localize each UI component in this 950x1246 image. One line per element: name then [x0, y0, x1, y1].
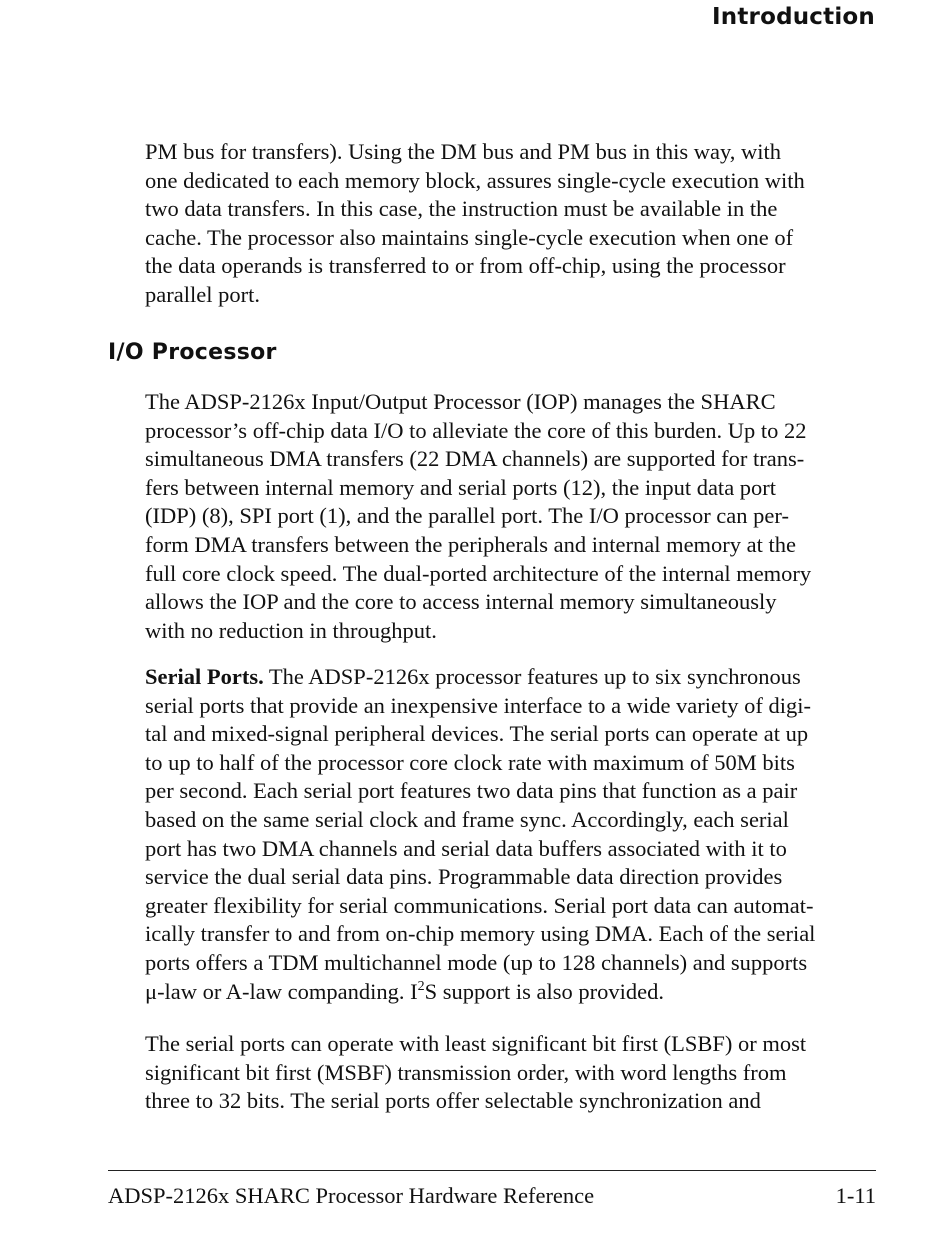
text-line: simultaneous DMA transfers (22 DMA channels) are supported for trans-: [145, 446, 805, 472]
text-line-last: [145, 978, 885, 1007]
text-line: full core clock speed. The dual-ported architecture of the internal memory: [145, 560, 812, 586]
text-line-first: [145, 663, 885, 692]
text-line: fers between internal memory and serial ports (12), the input data port: [145, 474, 777, 500]
text-line: serial ports that provide an inexpensive interface to a wide variety of digi-: [145, 692, 812, 718]
paragraph-bit-order: [145, 1030, 885, 1116]
text-line: form DMA transfers between the peripherals and internal memory at the: [145, 531, 797, 557]
footer-page-number: 1-11: [835, 1183, 876, 1208]
text-line: PM bus for transfers). Using the DM bus and PM bus in this way, with: [145, 139, 782, 164]
footer-divider: [108, 1170, 876, 1171]
text-line: processor’s off-chip data I/O to alleviate the core of this burden. Up to 22: [145, 417, 807, 443]
text-line: parallel port.: [145, 281, 260, 307]
running-head-section-title: Introduction: [712, 4, 875, 30]
text-line: greater flexibility for serial communications. Serial port data can automat-: [145, 892, 814, 918]
text-line: The serial ports can operate with least significant bit first (LSBF) or most: [145, 1031, 807, 1056]
paragraph-bus-transfers: [145, 138, 885, 310]
superscript-two: 2: [417, 978, 425, 994]
text-line: per second. Each serial port features two data pins that function as a pair: [145, 778, 798, 804]
text-line: tal and mixed-signal peripheral devices. The serial ports can operate at up: [145, 721, 809, 747]
footer-book-title: ADSP-2126x SHARC Processor Hardware Reference: [108, 1183, 595, 1208]
text-line: one dedicated to each memory block, assures single-cycle execution with: [145, 167, 805, 193]
paragraph-serial-ports: [145, 663, 885, 1006]
text-line: significant bit first (MSBF) transmission order, with word lengths from: [145, 1059, 787, 1085]
text-line: ically transfer to and from on-chip memory using DMA. Each of the serial: [145, 921, 816, 947]
text-line: with no reduction in throughput.: [145, 617, 437, 643]
text-line: (IDP) (8), SPI port (1), and the parallel port. The I/O processor can per-: [145, 503, 789, 529]
text-after-superscript: S support is also provided.: [424, 978, 664, 1004]
text-line: to up to half of the processor core clock rate with maximum of 50M bits: [145, 749, 795, 775]
paragraph-iop-overview: [145, 388, 885, 645]
run-in-heading-serial-ports: Serial Ports.: [145, 664, 264, 689]
section-heading-io-processor: I/O Processor: [108, 340, 277, 365]
text-line: based on the same serial clock and frame sync. Accordingly, each serial: [145, 806, 789, 832]
text-line: service the dual serial data pins. Programmable data direction provides: [145, 864, 783, 890]
text-line: cache. The processor also maintains single-cycle execution when one of: [145, 224, 794, 250]
text-line: the data operands is transferred to or from off-chip, using the processor: [145, 253, 786, 279]
text-line: three to 32 bits. The serial ports offer selectable synchronization and: [145, 1088, 761, 1114]
text-line: two data transfers. In this case, the instruction must be available in the: [145, 196, 778, 222]
text-line-rest: The ADSP-2126x processor features up to six synchronous: [263, 664, 801, 689]
text-line: allows the IOP and the core to access internal memory simultaneously: [145, 589, 777, 615]
text-before-superscript: μ-law or A-law companding. I: [145, 978, 418, 1004]
text-line: port has two DMA channels and serial data buffers associated with it to: [145, 835, 787, 861]
text-line: The ADSP-2126x Input/Output Processor (IOP) manages the SHARC: [145, 389, 776, 414]
text-line: ports offers a TDM multichannel mode (up to 128 channels) and supports: [145, 949, 808, 975]
